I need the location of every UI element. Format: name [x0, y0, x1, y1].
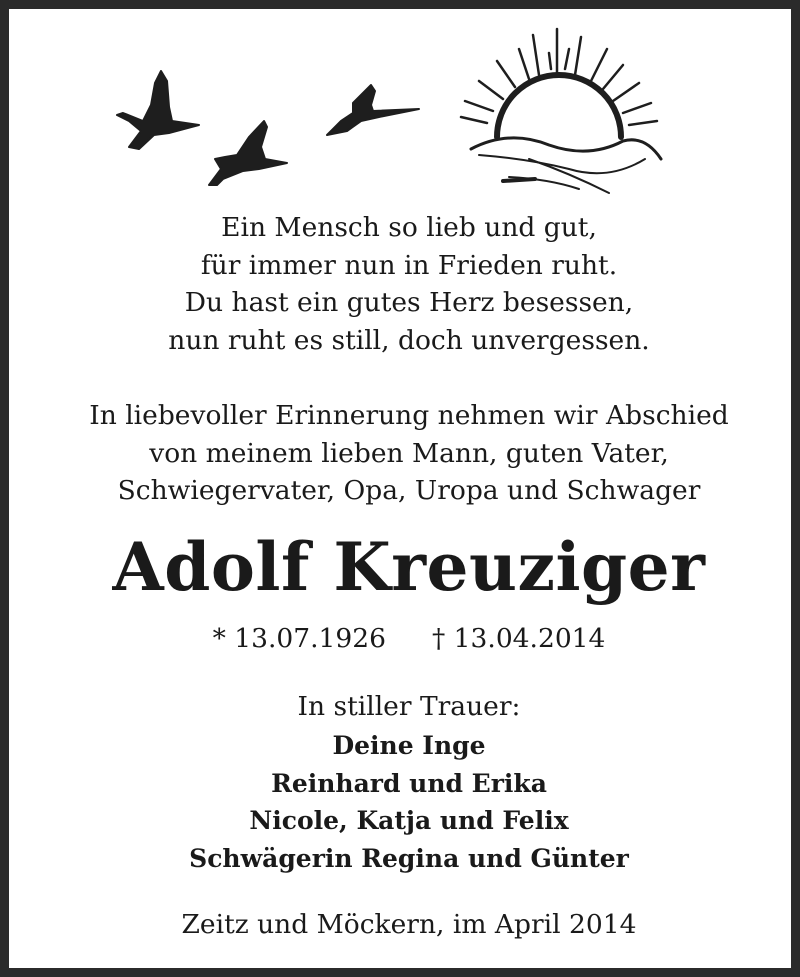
death-date: † 13.04.2014	[432, 623, 606, 654]
mourner-entry: Schwägerin Regina und Günter	[189, 843, 629, 873]
mourner-entry: Deine Inge	[332, 731, 486, 760]
place-and-date: Zeitz und Möckern, im April 2014	[181, 909, 637, 940]
poem-line: für immer nun in Frieden ruht.	[200, 249, 618, 281]
rising-sun-over-hills-icon	[461, 29, 661, 193]
mourner-entry: Reinhard und Erika	[271, 768, 547, 798]
poem-line: Du hast ein gutes Herz besessen,	[184, 287, 634, 318]
mourner-entry: Nicole, Katja und Felix	[249, 806, 569, 835]
life-dates	[9, 621, 800, 657]
poem-line: nun ruht es still, doch unvergessen.	[168, 324, 650, 356]
deceased-name: Adolf Kreuziger	[112, 528, 706, 606]
poem-line: Ein Mensch so lieb und gut,	[221, 212, 597, 243]
farewell-intro	[9, 397, 800, 510]
flying-birds-icon	[117, 71, 419, 185]
birth-date: * 13.07.1926	[212, 623, 386, 654]
memorial-poem	[9, 209, 800, 359]
intro-line: von meinem lieben Mann, guten Vater,	[149, 437, 669, 469]
intro-line: Schwiegervater, Opa, Uropa und Schwager	[117, 475, 701, 506]
header-illustration	[9, 9, 800, 209]
mourning-label: In stiller Trauer:	[297, 691, 521, 722]
mourners-list	[9, 727, 800, 877]
intro-line: In liebevoller Erinnerung nehmen wir Abschied	[89, 400, 729, 431]
